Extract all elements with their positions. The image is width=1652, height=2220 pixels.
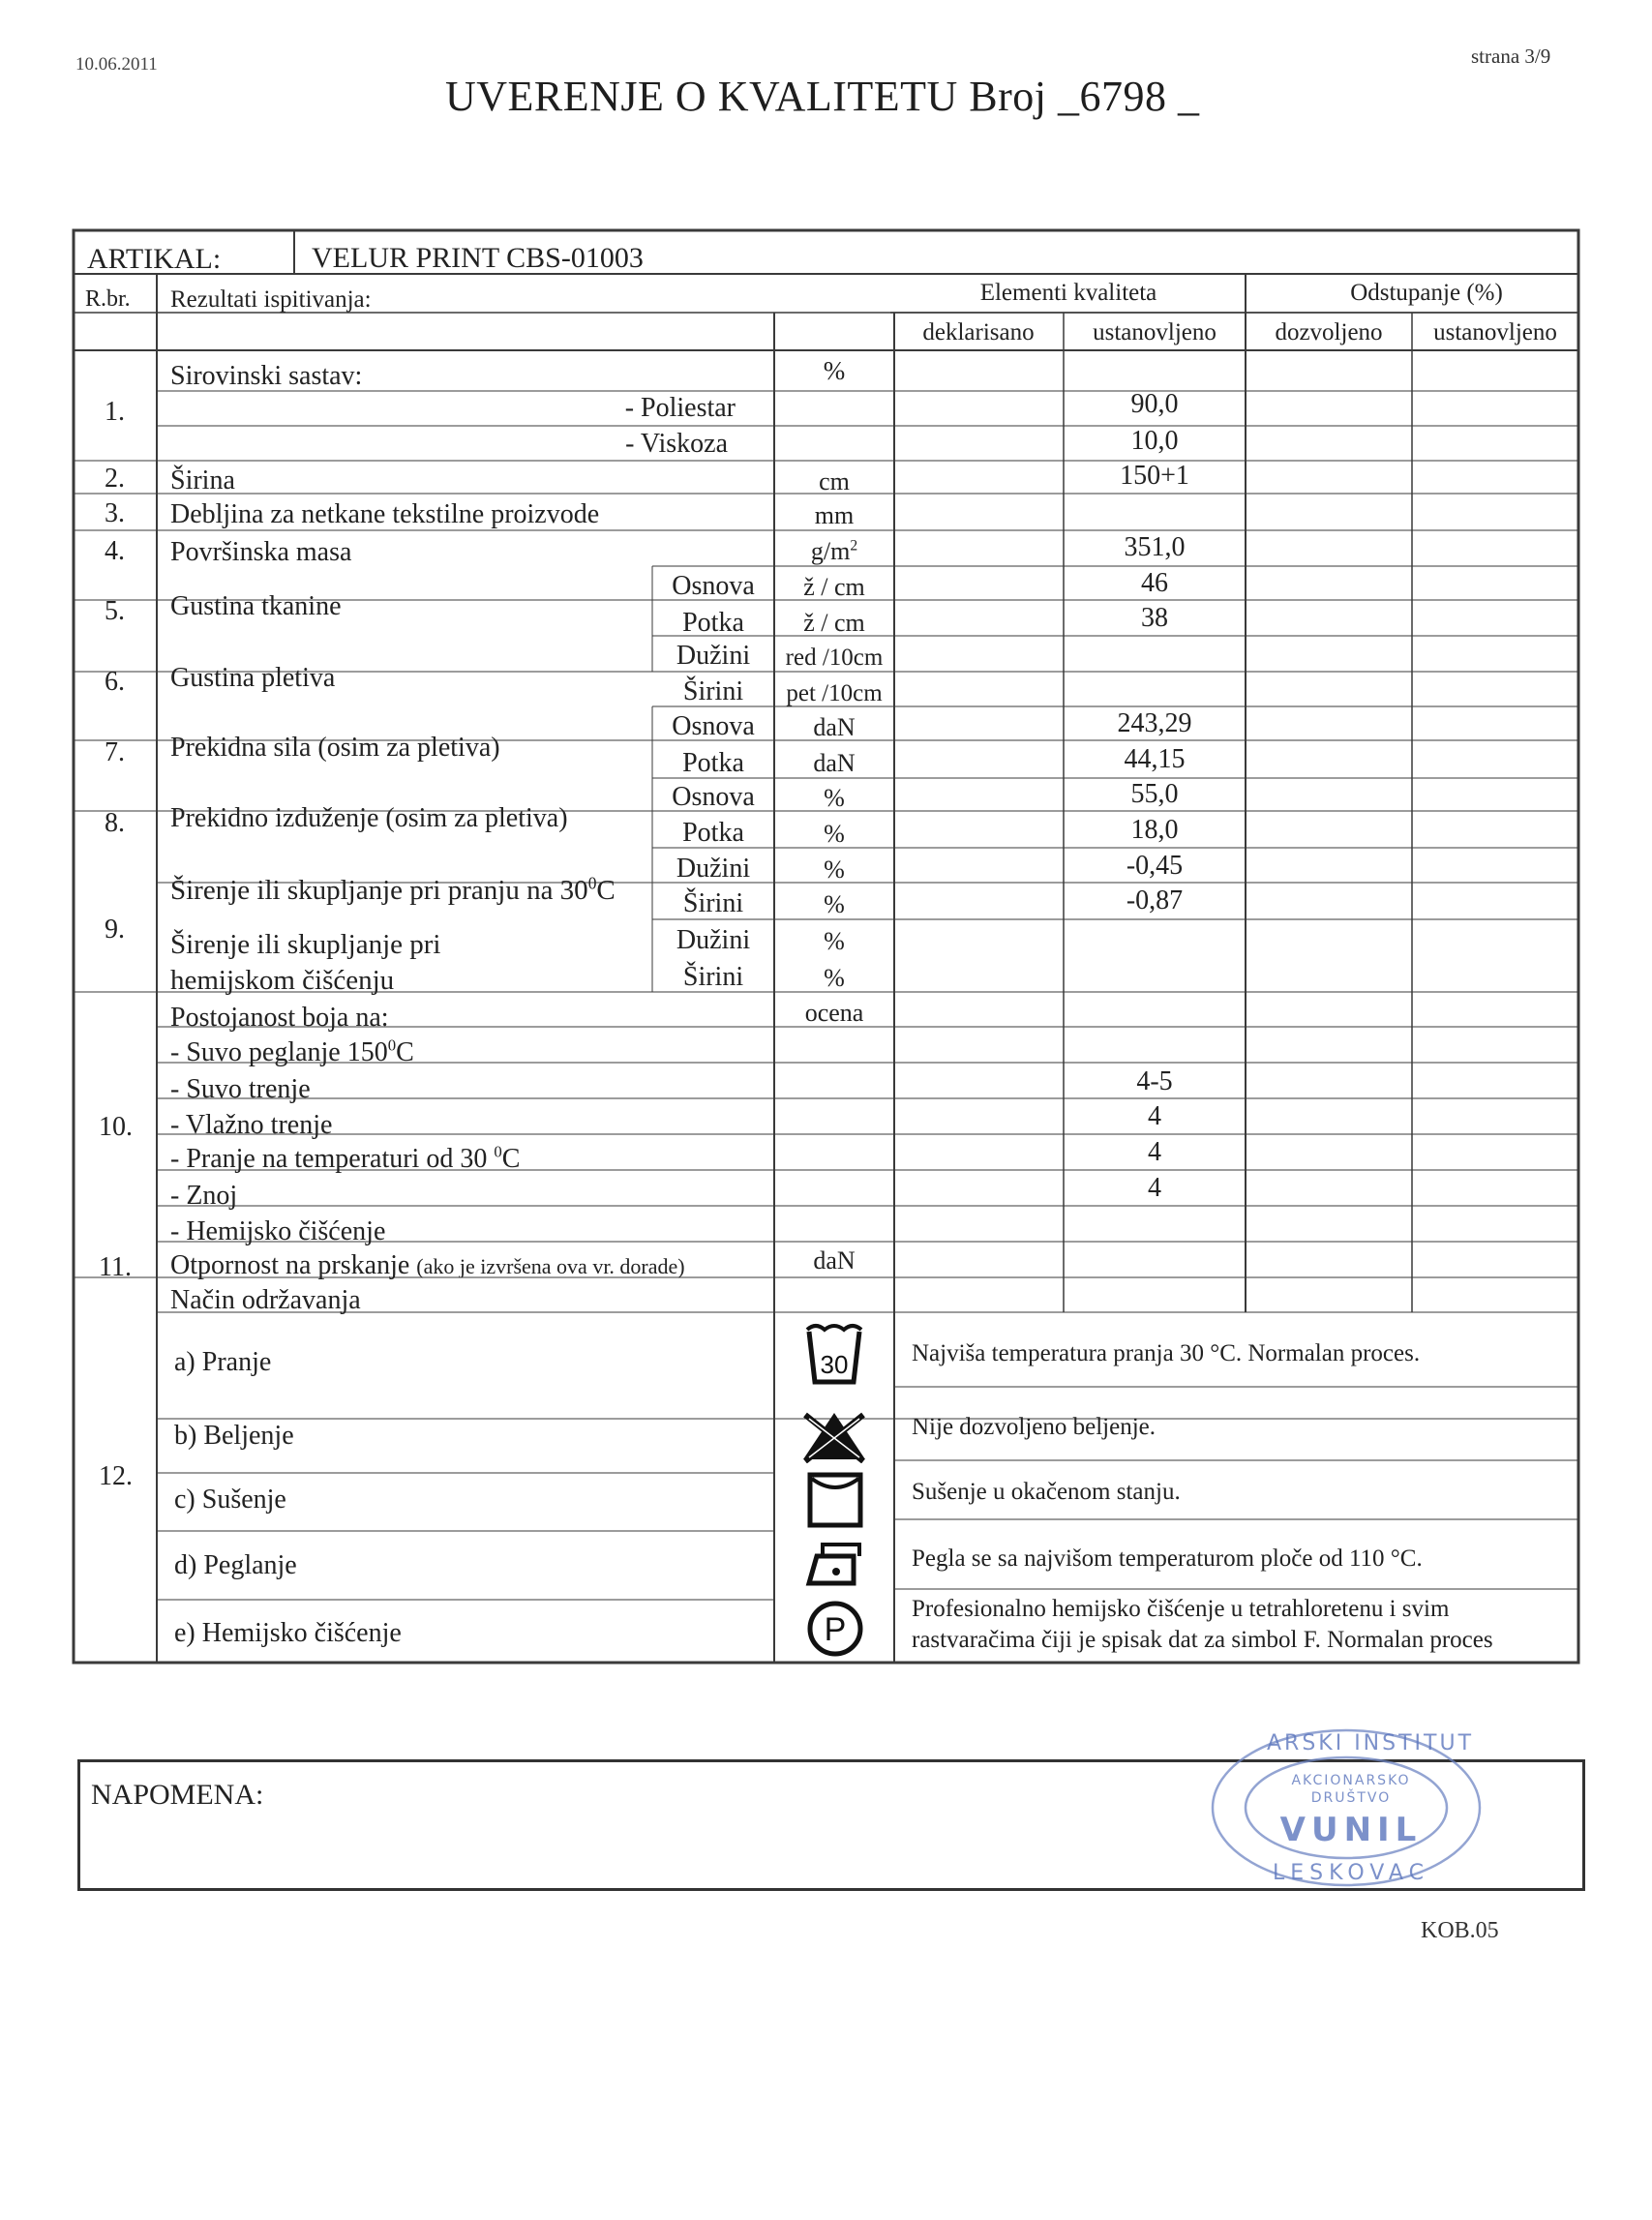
row-8-sub-1: Osnova bbox=[672, 782, 755, 812]
row-6-sub-2: Širini bbox=[682, 676, 744, 706]
row-10-sweat-value: 4 bbox=[1148, 1173, 1161, 1203]
row-9-sub-1: Dužini bbox=[676, 854, 751, 884]
row-2-value: 150+1 bbox=[1120, 461, 1189, 491]
row-11-label: Otpornost na prskanje (ako je izvršena ova vr. dorade) bbox=[170, 1250, 685, 1280]
row-5-value-1: 46 bbox=[1141, 568, 1168, 598]
row-7-label: Prekidna sila (osim za pletiva) bbox=[170, 733, 500, 763]
row-7-sub-2: Potka bbox=[682, 748, 744, 778]
washtub-30-icon bbox=[803, 1318, 865, 1386]
row-8-unit-2: % bbox=[824, 820, 845, 848]
no-bleach-icon bbox=[799, 1409, 869, 1463]
row-10-dry-ironing: - Suvo peglanje $150^0C$ bbox=[170, 1035, 414, 1067]
article-label: ARTIKAL: bbox=[87, 243, 222, 275]
row-9-number: 9. bbox=[105, 915, 125, 945]
row-11-number: 11. bbox=[99, 1252, 132, 1282]
col-established: ustanovljeno bbox=[1093, 319, 1216, 345]
svg-text:VUNIL: VUNIL bbox=[1279, 1811, 1423, 1849]
care-bleaching-label: b) Beljenje bbox=[174, 1421, 294, 1451]
row-5-number: 5. bbox=[105, 596, 125, 626]
row-6-number: 6. bbox=[105, 667, 125, 697]
row-1-number: 1. bbox=[105, 397, 125, 427]
row-3-label: Debljina za netkane tekstilne proizvode bbox=[170, 499, 600, 529]
row-2-number: 2. bbox=[105, 464, 125, 494]
row-5-sub-1: Osnova bbox=[672, 571, 755, 601]
row-1-polyester-value: 90,0 bbox=[1130, 389, 1179, 419]
row-4-number: 4. bbox=[105, 536, 125, 566]
svg-text:P: P bbox=[824, 1611, 847, 1648]
row-4-value: 351,0 bbox=[1124, 532, 1186, 562]
row-11-unit: daN bbox=[813, 1246, 856, 1275]
row-8-value-1: 55,0 bbox=[1130, 779, 1179, 809]
row-10-sweat: - Znoj bbox=[170, 1181, 238, 1211]
form-code: KOB.05 bbox=[1421, 1918, 1499, 1943]
col-deviation: Odstupanje (%) bbox=[1350, 280, 1503, 306]
row-10-unit: ocena bbox=[804, 999, 864, 1027]
col-allowed: dozvoljeno bbox=[1275, 319, 1383, 345]
svg-text:30: 30 bbox=[820, 1350, 849, 1379]
row-7-unit-1: daN bbox=[813, 713, 856, 741]
row-10-dry-cleaning: - Hemijsko čišćenje bbox=[170, 1216, 386, 1246]
row-9-unit-4: % bbox=[824, 964, 845, 992]
row-6-sub-1: Dužini bbox=[676, 641, 751, 671]
document-date: 10.06.2011 bbox=[75, 54, 158, 75]
row-9-unit-1: % bbox=[824, 855, 845, 884]
row-9-sub-3: Dužini bbox=[676, 925, 751, 955]
row-1-unit: % bbox=[823, 356, 846, 385]
row-7-sub-1: Osnova bbox=[672, 711, 755, 741]
company-stamp bbox=[1206, 1725, 1487, 1891]
page-number: strana 3/9 bbox=[1471, 45, 1551, 68]
row-10-washing: - Pranje na temperaturi od 30 $^0$C bbox=[170, 1142, 521, 1174]
svg-text:ARSKI INSTITUT: ARSKI INSTITUT bbox=[1266, 1731, 1475, 1755]
care-washing-label: a) Pranje bbox=[174, 1347, 272, 1377]
row-9-label-1: Širenje ili skupljanje pri pranju na $30^0C$ bbox=[170, 873, 616, 906]
care-ironing-label: d) Peglanje bbox=[174, 1550, 297, 1580]
row-1-viscose-value: 10,0 bbox=[1130, 426, 1179, 456]
row-8-unit-1: % bbox=[824, 784, 845, 812]
row-7-number: 7. bbox=[105, 737, 125, 767]
row-4-unit: $g/m^2$ bbox=[810, 537, 858, 565]
line-dry-icon bbox=[805, 1471, 865, 1529]
row-9-unit-3: % bbox=[824, 927, 845, 955]
row-12-number: 12. bbox=[99, 1461, 133, 1491]
care-bleaching-desc: Nije dozvoljeno beljenje. bbox=[912, 1414, 1156, 1440]
col-established-deviation: ustanovljeno bbox=[1433, 319, 1557, 345]
row-5-label: Gustina tkanine bbox=[170, 591, 342, 621]
row-7-unit-2: daN bbox=[813, 749, 856, 777]
row-4-label: Površinska masa bbox=[170, 537, 352, 567]
care-dry-cleaning-desc-1: Profesionalno hemijsko čišćenje u tetrahloretenu i svim bbox=[912, 1596, 1450, 1622]
care-drying-label: c) Sušenje bbox=[174, 1485, 286, 1515]
row-10-wet-rubbing-value: 4 bbox=[1148, 1101, 1161, 1131]
row-10-wet-rubbing: - Vlažno trenje bbox=[170, 1110, 333, 1140]
row-10-dry-rubbing: - Suvo trenje bbox=[170, 1074, 311, 1104]
care-drying-desc: Sušenje u okačenom stanju. bbox=[912, 1479, 1181, 1505]
col-elements: Elementi kvaliteta bbox=[979, 280, 1157, 306]
row-3-unit: mm bbox=[814, 501, 855, 529]
care-dry-cleaning-label: e) Hemijsko čišćenje bbox=[174, 1618, 402, 1648]
row-10-number: 10. bbox=[99, 1112, 133, 1142]
row-9-label-2a: Širenje ili skupljanje pri bbox=[170, 929, 441, 960]
svg-text:LESKOVAC: LESKOVAC bbox=[1273, 1861, 1429, 1885]
row-7-value-1: 243,29 bbox=[1117, 708, 1192, 738]
row-3-number: 3. bbox=[105, 498, 125, 528]
row-2-unit: cm bbox=[819, 467, 850, 495]
row-1-label: Sirovinski sastav: bbox=[170, 361, 363, 391]
row-9-sub-2: Širini bbox=[682, 888, 744, 918]
document-title: UVERENJE O KVALITETU Broj _6798 _ bbox=[445, 73, 1200, 120]
row-8-label: Prekidno izduženje (osim za pletiva) bbox=[170, 803, 568, 833]
dry-clean-p-icon bbox=[805, 1599, 865, 1659]
row-5-unit-1: ž / cm bbox=[803, 573, 865, 601]
row-9-value-1: -0,45 bbox=[1126, 851, 1184, 881]
row-12-label: Način održavanja bbox=[170, 1285, 361, 1315]
row-8-value-2: 18,0 bbox=[1130, 815, 1179, 845]
svg-text:DRUŠTVO: DRUŠTVO bbox=[1310, 1790, 1392, 1806]
row-8-number: 8. bbox=[105, 808, 125, 838]
row-9-label-2b: hemijskom čišćenju bbox=[170, 965, 395, 996]
row-10-washing-value: 4 bbox=[1148, 1137, 1161, 1167]
col-rbr: R.br. bbox=[85, 286, 131, 312]
row-6-unit-1: red /10cm bbox=[785, 645, 884, 671]
row-5-sub-2: Potka bbox=[682, 608, 744, 638]
row-9-value-2: -0,87 bbox=[1126, 885, 1184, 915]
care-washing-desc: Najviša temperatura pranja 30 °C. Normalan proces. bbox=[912, 1340, 1421, 1366]
svg-text:AKCIONARSKO: AKCIONARSKO bbox=[1291, 1773, 1411, 1788]
care-ironing-desc: Pegla se sa najvišom temperaturom ploče od 110 °C. bbox=[912, 1545, 1423, 1572]
row-9-sub-4: Širini bbox=[682, 962, 744, 992]
row-2-label: Širina bbox=[170, 465, 235, 495]
row-7-value-2: 44,15 bbox=[1124, 744, 1186, 774]
row-6-label: Gustina pletiva bbox=[170, 663, 336, 693]
row-10-dry-rubbing-value: 4-5 bbox=[1136, 1066, 1173, 1096]
row-10-label: Postojanost boja na: bbox=[170, 1003, 389, 1033]
row-6-unit-2: pet /10cm bbox=[786, 680, 883, 706]
row-1-viscose: - Viskoza bbox=[625, 429, 728, 459]
row-5-unit-2: ž / cm bbox=[803, 609, 865, 637]
row-5-value-2: 38 bbox=[1141, 603, 1168, 633]
row-8-sub-2: Potka bbox=[682, 818, 744, 848]
row-9-unit-2: % bbox=[824, 890, 845, 918]
row-1-polyester: - Poliestar bbox=[624, 393, 736, 423]
care-dry-cleaning-desc-2: rastvaračima čiji je spisak dat za simbol F. Normalan proces bbox=[912, 1627, 1493, 1653]
col-results: Rezultati ispitivanja: bbox=[170, 286, 372, 313]
note-label: NAPOMENA: bbox=[91, 1779, 264, 1811]
article-value: VELUR PRINT CBS-01003 bbox=[312, 242, 644, 274]
col-declared: deklarisano bbox=[922, 319, 1035, 345]
iron-icon bbox=[799, 1535, 869, 1593]
